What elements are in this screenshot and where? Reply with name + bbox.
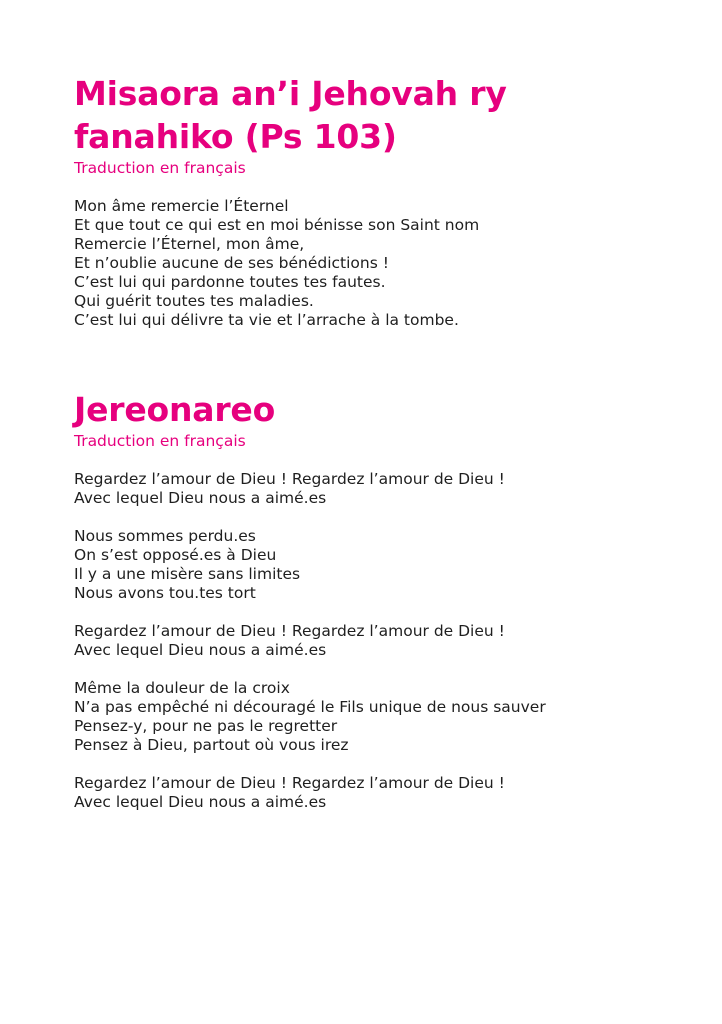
stanza bbox=[74, 774, 674, 812]
lyric-line: On s’est opposé.es à Dieu bbox=[74, 546, 277, 564]
document-page bbox=[74, 72, 674, 812]
lyric-line: Nous sommes perdu.es bbox=[74, 527, 256, 545]
lyric-line: C’est lui qui délivre ta vie et l’arrache à la tombe. bbox=[74, 311, 459, 329]
lyric-line: Regardez l’amour de Dieu ! Regardez l’amour de Dieu ! bbox=[74, 622, 505, 640]
song-jereonareo bbox=[74, 388, 674, 812]
lyric-line: Remercie l’Éternel, mon âme, bbox=[74, 235, 305, 253]
stanza bbox=[74, 527, 674, 603]
lyric-line: Regardez l’amour de Dieu ! Regardez l’amour de Dieu ! bbox=[74, 774, 505, 792]
lyric-line: Avec lequel Dieu nous a aimé.es bbox=[74, 793, 327, 811]
lyric-line: Nous avons tou.tes tort bbox=[74, 584, 256, 602]
song-misaora bbox=[74, 72, 674, 330]
song-subtitle: Traduction en français bbox=[74, 159, 246, 177]
lyric-line: Et n’oublie aucune de ses bénédictions ! bbox=[74, 254, 389, 272]
stanza bbox=[74, 470, 674, 508]
song-title: Jereonareo bbox=[74, 390, 276, 429]
lyric-line: Pensez à Dieu, partout où vous irez bbox=[74, 736, 349, 754]
lyric-line: Avec lequel Dieu nous a aimé.es bbox=[74, 489, 327, 507]
song-title: Misaora an’i Jehovah ry fanahiko (Ps 103) bbox=[74, 74, 507, 156]
lyric-line: Pensez-y, pour ne pas le regretter bbox=[74, 717, 338, 735]
lyric-line: Mon âme remercie l’Éternel bbox=[74, 197, 289, 215]
lyric-line: Et que tout ce qui est en moi bénisse son Saint nom bbox=[74, 216, 480, 234]
lyric-line: Même la douleur de la croix bbox=[74, 679, 290, 697]
song-subtitle: Traduction en français bbox=[74, 432, 246, 450]
stanza bbox=[74, 679, 674, 755]
lyric-line: Qui guérit toutes tes maladies. bbox=[74, 292, 314, 310]
lyric-line: C’est lui qui pardonne toutes tes fautes. bbox=[74, 273, 386, 291]
stanza bbox=[74, 622, 674, 660]
lyric-line: N’a pas empêché ni découragé le Fils unique de nous sauver bbox=[74, 698, 546, 716]
lyric-line: Il y a une misère sans limites bbox=[74, 565, 301, 583]
lyric-line: Regardez l’amour de Dieu ! Regardez l’amour de Dieu ! bbox=[74, 470, 505, 488]
lyric-line: Avec lequel Dieu nous a aimé.es bbox=[74, 641, 327, 659]
stanza bbox=[74, 197, 674, 330]
